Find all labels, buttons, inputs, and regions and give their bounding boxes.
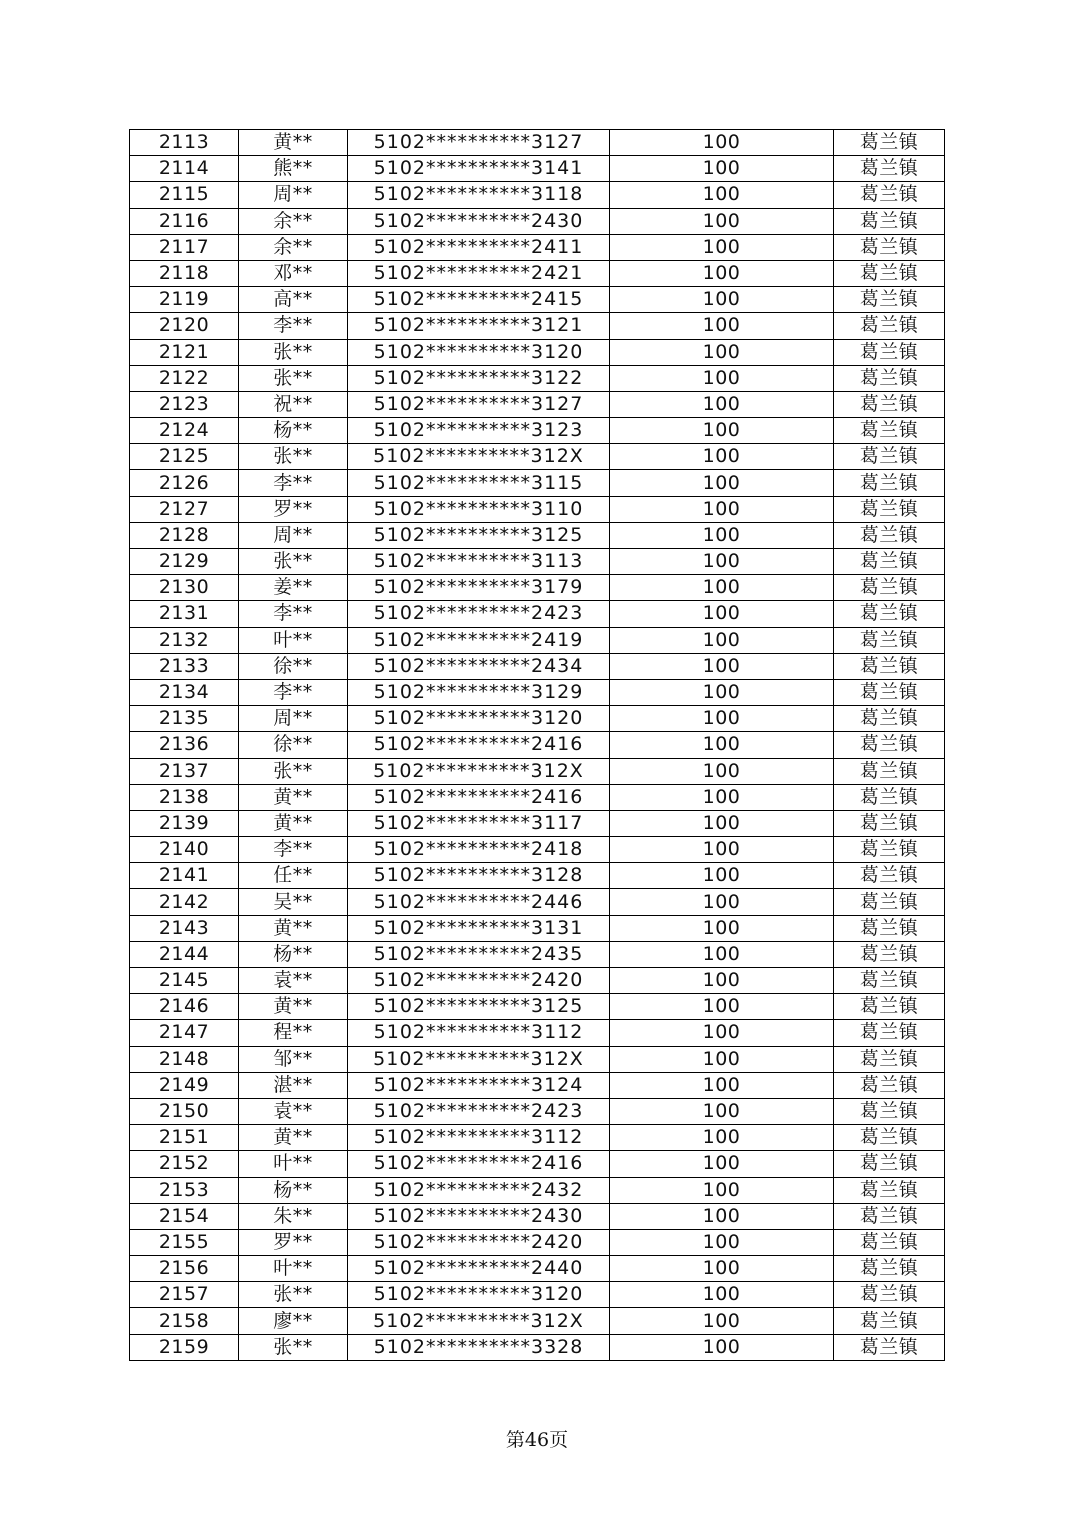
name-cell: 余**: [239, 208, 348, 234]
township-cell: 葛兰镇: [834, 994, 945, 1020]
name-cell: 张**: [239, 339, 348, 365]
amount-cell: 100: [610, 810, 834, 836]
id-number-cell: 5102**********3121: [348, 313, 610, 339]
amount-cell: 100: [610, 758, 834, 784]
township-cell: 葛兰镇: [834, 418, 945, 444]
amount-cell: 100: [610, 470, 834, 496]
township-cell: 葛兰镇: [834, 810, 945, 836]
id-number-cell: 5102**********3120: [348, 706, 610, 732]
township-cell: 葛兰镇: [834, 234, 945, 260]
id-number-cell: 5102**********2420: [348, 1229, 610, 1255]
township-cell: 葛兰镇: [834, 1256, 945, 1282]
serial-number-cell: 2150: [130, 1098, 239, 1124]
table-row: [130, 287, 945, 313]
table-row: [130, 1151, 945, 1177]
serial-number-cell: 2139: [130, 810, 239, 836]
township-cell: 葛兰镇: [834, 522, 945, 548]
amount-cell: 100: [610, 313, 834, 339]
id-number-cell: 5102**********3115: [348, 470, 610, 496]
serial-number-cell: 2151: [130, 1125, 239, 1151]
amount-cell: 100: [610, 1125, 834, 1151]
township-cell: 葛兰镇: [834, 1098, 945, 1124]
id-number-cell: 5102**********3328: [348, 1334, 610, 1360]
serial-number-cell: 2146: [130, 994, 239, 1020]
table-row: [130, 1125, 945, 1151]
table-row: [130, 915, 945, 941]
amount-cell: 100: [610, 418, 834, 444]
table-row: [130, 365, 945, 391]
township-cell: 葛兰镇: [834, 968, 945, 994]
table-row: [130, 863, 945, 889]
serial-number-cell: 2126: [130, 470, 239, 496]
name-cell: 廖**: [239, 1308, 348, 1334]
table-row: [130, 313, 945, 339]
roster-table-body: [130, 130, 945, 1361]
table-row: [130, 706, 945, 732]
id-number-cell: 5102**********2423: [348, 1098, 610, 1124]
name-cell: 黄**: [239, 1125, 348, 1151]
table-row: [130, 627, 945, 653]
table-row: [130, 994, 945, 1020]
serial-number-cell: 2141: [130, 863, 239, 889]
amount-cell: 100: [610, 156, 834, 182]
name-cell: 湛**: [239, 1072, 348, 1098]
serial-number-cell: 2125: [130, 444, 239, 470]
table-row: [130, 1256, 945, 1282]
township-cell: 葛兰镇: [834, 339, 945, 365]
table-row: [130, 889, 945, 915]
id-number-cell: 5102**********312X: [348, 1046, 610, 1072]
amount-cell: 100: [610, 1151, 834, 1177]
township-cell: 葛兰镇: [834, 915, 945, 941]
serial-number-cell: 2145: [130, 968, 239, 994]
id-number-cell: 5102**********3123: [348, 418, 610, 444]
amount-cell: 100: [610, 679, 834, 705]
serial-number-cell: 2152: [130, 1151, 239, 1177]
id-number-cell: 5102**********312X: [348, 444, 610, 470]
township-cell: 葛兰镇: [834, 156, 945, 182]
name-cell: 姜**: [239, 575, 348, 601]
amount-cell: 100: [610, 1072, 834, 1098]
serial-number-cell: 2119: [130, 287, 239, 313]
name-cell: 周**: [239, 522, 348, 548]
name-cell: 邓**: [239, 260, 348, 286]
amount-cell: 100: [610, 706, 834, 732]
serial-number-cell: 2156: [130, 1256, 239, 1282]
table-row: [130, 653, 945, 679]
name-cell: 李**: [239, 470, 348, 496]
township-cell: 葛兰镇: [834, 260, 945, 286]
table-row: [130, 941, 945, 967]
table-row: [130, 1177, 945, 1203]
amount-cell: 100: [610, 1098, 834, 1124]
name-cell: 袁**: [239, 1098, 348, 1124]
township-cell: 葛兰镇: [834, 1177, 945, 1203]
table-row: [130, 968, 945, 994]
table-row: [130, 837, 945, 863]
table-row: [130, 182, 945, 208]
township-cell: 葛兰镇: [834, 863, 945, 889]
township-cell: 葛兰镇: [834, 601, 945, 627]
id-number-cell: 5102**********2434: [348, 653, 610, 679]
table-row: [130, 601, 945, 627]
amount-cell: 100: [610, 496, 834, 522]
table-row: [130, 1334, 945, 1360]
township-cell: 葛兰镇: [834, 941, 945, 967]
id-number-cell: 5102**********3127: [348, 130, 610, 156]
name-cell: 黄**: [239, 994, 348, 1020]
name-cell: 祝**: [239, 391, 348, 417]
name-cell: 黄**: [239, 784, 348, 810]
amount-cell: 100: [610, 208, 834, 234]
table-row: [130, 1020, 945, 1046]
township-cell: 葛兰镇: [834, 889, 945, 915]
table-row: [130, 208, 945, 234]
name-cell: 朱**: [239, 1203, 348, 1229]
township-cell: 葛兰镇: [834, 470, 945, 496]
id-number-cell: 5102**********2432: [348, 1177, 610, 1203]
amount-cell: 100: [610, 339, 834, 365]
township-cell: 葛兰镇: [834, 1308, 945, 1334]
serial-number-cell: 2117: [130, 234, 239, 260]
table-row: [130, 470, 945, 496]
amount-cell: 100: [610, 365, 834, 391]
serial-number-cell: 2159: [130, 1334, 239, 1360]
name-cell: 张**: [239, 365, 348, 391]
amount-cell: 100: [610, 1308, 834, 1334]
serial-number-cell: 2153: [130, 1177, 239, 1203]
id-number-cell: 5102**********3110: [348, 496, 610, 522]
name-cell: 李**: [239, 679, 348, 705]
id-number-cell: 5102**********3117: [348, 810, 610, 836]
table-row: [130, 1046, 945, 1072]
id-number-cell: 5102**********3128: [348, 863, 610, 889]
table-row: [130, 1282, 945, 1308]
township-cell: 葛兰镇: [834, 182, 945, 208]
township-cell: 葛兰镇: [834, 365, 945, 391]
id-number-cell: 5102**********3122: [348, 365, 610, 391]
amount-cell: 100: [610, 915, 834, 941]
id-number-cell: 5102**********3112: [348, 1125, 610, 1151]
page-number: 第46页: [505, 1429, 569, 1451]
name-cell: 黄**: [239, 810, 348, 836]
serial-number-cell: 2148: [130, 1046, 239, 1072]
name-cell: 罗**: [239, 496, 348, 522]
serial-number-cell: 2136: [130, 732, 239, 758]
id-number-cell: 5102**********2416: [348, 784, 610, 810]
serial-number-cell: 2130: [130, 575, 239, 601]
table-row: [130, 784, 945, 810]
township-cell: 葛兰镇: [834, 758, 945, 784]
table-row: [130, 130, 945, 156]
amount-cell: 100: [610, 1203, 834, 1229]
id-number-cell: 5102**********3120: [348, 1282, 610, 1308]
id-number-cell: 5102**********3125: [348, 522, 610, 548]
serial-number-cell: 2157: [130, 1282, 239, 1308]
amount-cell: 100: [610, 575, 834, 601]
amount-cell: 100: [610, 653, 834, 679]
township-cell: 葛兰镇: [834, 679, 945, 705]
id-number-cell: 5102**********2430: [348, 1203, 610, 1229]
serial-number-cell: 2127: [130, 496, 239, 522]
id-number-cell: 5102**********2421: [348, 260, 610, 286]
table-row: [130, 1098, 945, 1124]
amount-cell: 100: [610, 1282, 834, 1308]
id-number-cell: 5102**********2430: [348, 208, 610, 234]
table-row: [130, 1229, 945, 1255]
amount-cell: 100: [610, 627, 834, 653]
amount-cell: 100: [610, 182, 834, 208]
township-cell: 葛兰镇: [834, 1151, 945, 1177]
serial-number-cell: 2123: [130, 391, 239, 417]
serial-number-cell: 2154: [130, 1203, 239, 1229]
table-row: [130, 549, 945, 575]
id-number-cell: 5102**********3179: [348, 575, 610, 601]
township-cell: 葛兰镇: [834, 496, 945, 522]
serial-number-cell: 2115: [130, 182, 239, 208]
serial-number-cell: 2132: [130, 627, 239, 653]
amount-cell: 100: [610, 287, 834, 313]
table-row: [130, 810, 945, 836]
amount-cell: 100: [610, 889, 834, 915]
id-number-cell: 5102**********2416: [348, 1151, 610, 1177]
township-cell: 葛兰镇: [834, 1046, 945, 1072]
id-number-cell: 5102**********2423: [348, 601, 610, 627]
township-cell: 葛兰镇: [834, 1203, 945, 1229]
serial-number-cell: 2142: [130, 889, 239, 915]
name-cell: 李**: [239, 313, 348, 339]
amount-cell: 100: [610, 549, 834, 575]
amount-cell: 100: [610, 130, 834, 156]
name-cell: 李**: [239, 837, 348, 863]
table-row: [130, 522, 945, 548]
amount-cell: 100: [610, 444, 834, 470]
name-cell: 黄**: [239, 130, 348, 156]
name-cell: 高**: [239, 287, 348, 313]
id-number-cell: 5102**********3141: [348, 156, 610, 182]
township-cell: 葛兰镇: [834, 313, 945, 339]
name-cell: 杨**: [239, 418, 348, 444]
name-cell: 张**: [239, 758, 348, 784]
township-cell: 葛兰镇: [834, 1072, 945, 1098]
id-number-cell: 5102**********3120: [348, 339, 610, 365]
id-number-cell: 5102**********3124: [348, 1072, 610, 1098]
name-cell: 余**: [239, 234, 348, 260]
name-cell: 张**: [239, 549, 348, 575]
amount-cell: 100: [610, 391, 834, 417]
table-row: [130, 758, 945, 784]
township-cell: 葛兰镇: [834, 837, 945, 863]
serial-number-cell: 2114: [130, 156, 239, 182]
township-cell: 葛兰镇: [834, 208, 945, 234]
id-number-cell: 5102**********2418: [348, 837, 610, 863]
name-cell: 杨**: [239, 941, 348, 967]
name-cell: 叶**: [239, 627, 348, 653]
id-number-cell: 5102**********2416: [348, 732, 610, 758]
name-cell: 程**: [239, 1020, 348, 1046]
serial-number-cell: 2144: [130, 941, 239, 967]
serial-number-cell: 2116: [130, 208, 239, 234]
id-number-cell: 5102**********3118: [348, 182, 610, 208]
id-number-cell: 5102**********3131: [348, 915, 610, 941]
table-row: [130, 679, 945, 705]
table-row: [130, 732, 945, 758]
township-cell: 葛兰镇: [834, 706, 945, 732]
amount-cell: 100: [610, 601, 834, 627]
township-cell: 葛兰镇: [834, 1334, 945, 1360]
amount-cell: 100: [610, 837, 834, 863]
serial-number-cell: 2158: [130, 1308, 239, 1334]
amount-cell: 100: [610, 234, 834, 260]
name-cell: 张**: [239, 1334, 348, 1360]
table-row: [130, 234, 945, 260]
amount-cell: 100: [610, 1229, 834, 1255]
name-cell: 周**: [239, 706, 348, 732]
table-row: [130, 496, 945, 522]
amount-cell: 100: [610, 1177, 834, 1203]
table-row: [130, 1308, 945, 1334]
id-number-cell: 5102**********3113: [348, 549, 610, 575]
amount-cell: 100: [610, 732, 834, 758]
name-cell: 徐**: [239, 732, 348, 758]
amount-cell: 100: [610, 863, 834, 889]
table-row: [130, 1203, 945, 1229]
id-number-cell: 5102**********2435: [348, 941, 610, 967]
table-row: [130, 260, 945, 286]
id-number-cell: 5102**********2419: [348, 627, 610, 653]
serial-number-cell: 2149: [130, 1072, 239, 1098]
serial-number-cell: 2113: [130, 130, 239, 156]
amount-cell: 100: [610, 1334, 834, 1360]
name-cell: 杨**: [239, 1177, 348, 1203]
serial-number-cell: 2140: [130, 837, 239, 863]
id-number-cell: 5102**********2440: [348, 1256, 610, 1282]
amount-cell: 100: [610, 784, 834, 810]
township-cell: 葛兰镇: [834, 1282, 945, 1308]
serial-number-cell: 2134: [130, 679, 239, 705]
id-number-cell: 5102**********2446: [348, 889, 610, 915]
amount-cell: 100: [610, 994, 834, 1020]
township-cell: 葛兰镇: [834, 130, 945, 156]
roster-table: [129, 129, 945, 1361]
serial-number-cell: 2122: [130, 365, 239, 391]
amount-cell: 100: [610, 522, 834, 548]
serial-number-cell: 2143: [130, 915, 239, 941]
table-row: [130, 444, 945, 470]
serial-number-cell: 2120: [130, 313, 239, 339]
amount-cell: 100: [610, 1020, 834, 1046]
serial-number-cell: 2133: [130, 653, 239, 679]
name-cell: 罗**: [239, 1229, 348, 1255]
id-number-cell: 5102**********312X: [348, 758, 610, 784]
id-number-cell: 5102**********3125: [348, 994, 610, 1020]
id-number-cell: 5102**********312X: [348, 1308, 610, 1334]
table-row: [130, 575, 945, 601]
name-cell: 徐**: [239, 653, 348, 679]
table-row: [130, 1072, 945, 1098]
table-row: [130, 391, 945, 417]
township-cell: 葛兰镇: [834, 391, 945, 417]
township-cell: 葛兰镇: [834, 653, 945, 679]
township-cell: 葛兰镇: [834, 732, 945, 758]
id-number-cell: 5102**********3129: [348, 679, 610, 705]
township-cell: 葛兰镇: [834, 287, 945, 313]
township-cell: 葛兰镇: [834, 444, 945, 470]
serial-number-cell: 2131: [130, 601, 239, 627]
township-cell: 葛兰镇: [834, 784, 945, 810]
id-number-cell: 5102**********3127: [348, 391, 610, 417]
name-cell: 吴**: [239, 889, 348, 915]
serial-number-cell: 2135: [130, 706, 239, 732]
township-cell: 葛兰镇: [834, 627, 945, 653]
serial-number-cell: 2118: [130, 260, 239, 286]
name-cell: 黄**: [239, 915, 348, 941]
name-cell: 任**: [239, 863, 348, 889]
name-cell: 袁**: [239, 968, 348, 994]
id-number-cell: 5102**********2420: [348, 968, 610, 994]
amount-cell: 100: [610, 968, 834, 994]
serial-number-cell: 2155: [130, 1229, 239, 1255]
name-cell: 叶**: [239, 1256, 348, 1282]
serial-number-cell: 2147: [130, 1020, 239, 1046]
id-number-cell: 5102**********2415: [348, 287, 610, 313]
serial-number-cell: 2128: [130, 522, 239, 548]
township-cell: 葛兰镇: [834, 575, 945, 601]
name-cell: 张**: [239, 444, 348, 470]
name-cell: 李**: [239, 601, 348, 627]
serial-number-cell: 2129: [130, 549, 239, 575]
table-row: [130, 418, 945, 444]
serial-number-cell: 2137: [130, 758, 239, 784]
name-cell: 张**: [239, 1282, 348, 1308]
amount-cell: 100: [610, 260, 834, 286]
serial-number-cell: 2121: [130, 339, 239, 365]
name-cell: 周**: [239, 182, 348, 208]
name-cell: 叶**: [239, 1151, 348, 1177]
township-cell: 葛兰镇: [834, 1125, 945, 1151]
name-cell: 邹**: [239, 1046, 348, 1072]
amount-cell: 100: [610, 941, 834, 967]
township-cell: 葛兰镇: [834, 549, 945, 575]
township-cell: 葛兰镇: [834, 1020, 945, 1046]
table-row: [130, 339, 945, 365]
amount-cell: 100: [610, 1256, 834, 1282]
serial-number-cell: 2138: [130, 784, 239, 810]
id-number-cell: 5102**********2411: [348, 234, 610, 260]
name-cell: 熊**: [239, 156, 348, 182]
township-cell: 葛兰镇: [834, 1229, 945, 1255]
amount-cell: 100: [610, 1046, 834, 1072]
id-number-cell: 5102**********3112: [348, 1020, 610, 1046]
serial-number-cell: 2124: [130, 418, 239, 444]
table-row: [130, 156, 945, 182]
